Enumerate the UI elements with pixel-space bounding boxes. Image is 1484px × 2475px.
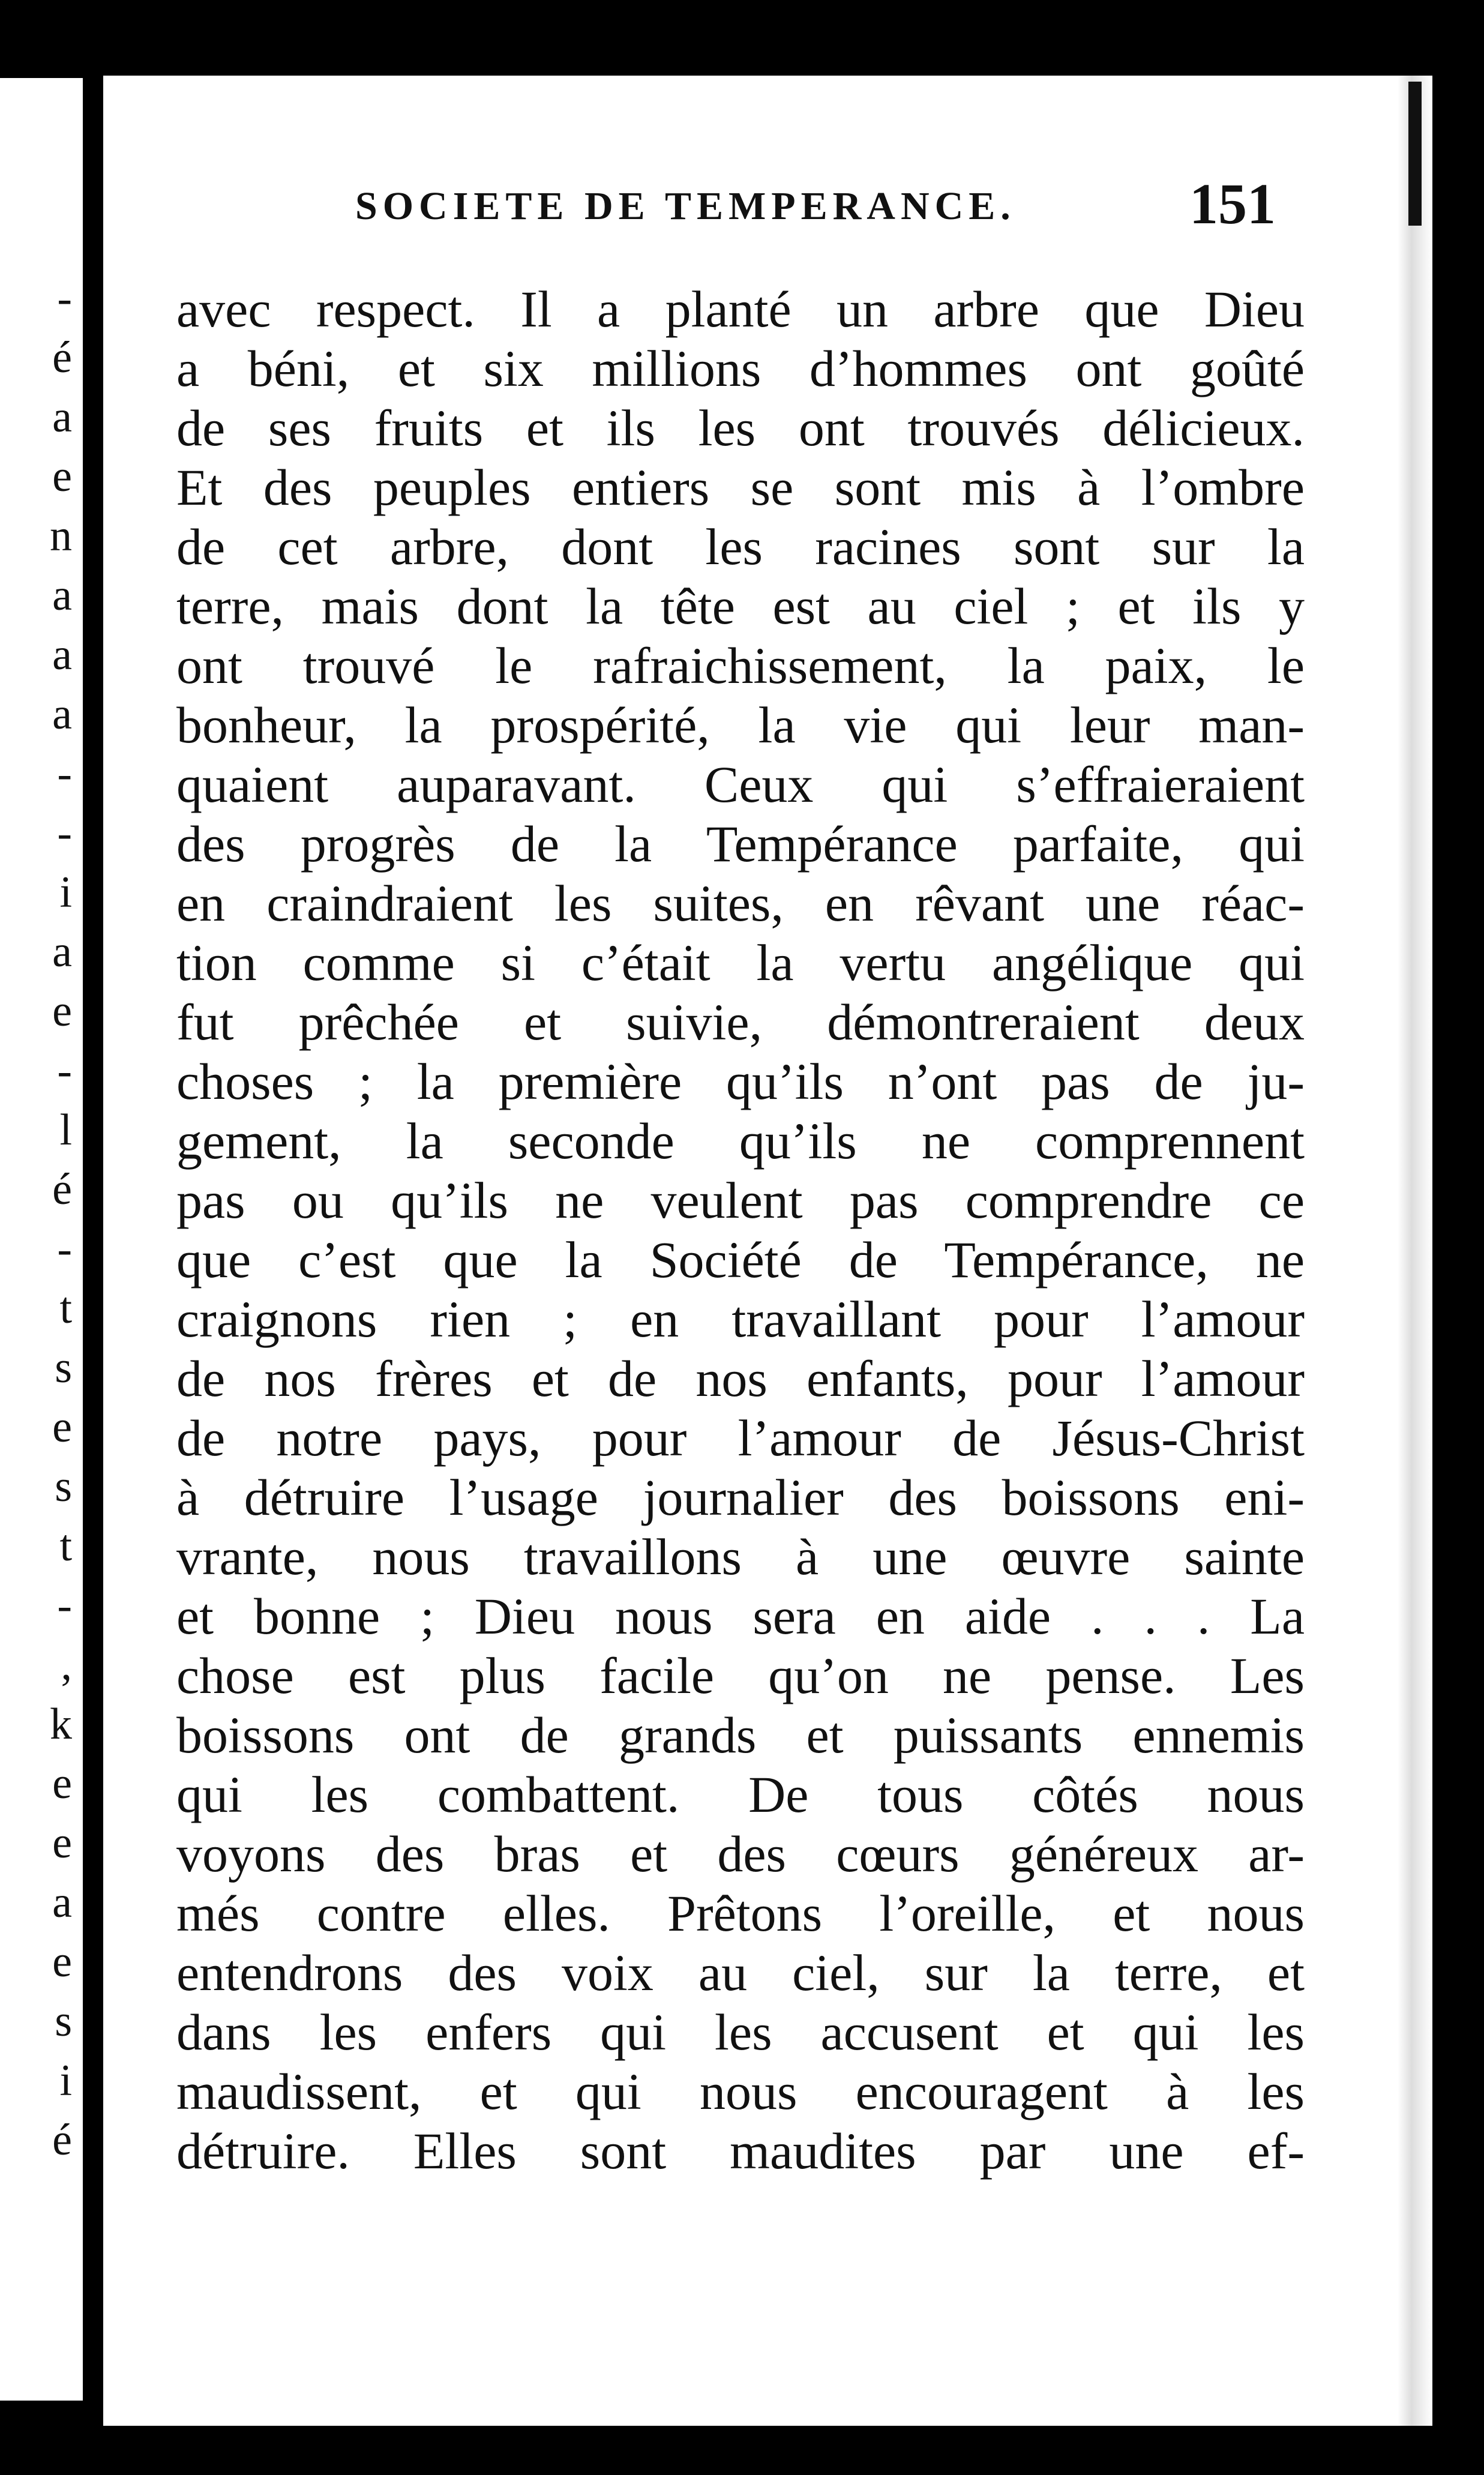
- previous-page-edge: [0, 78, 83, 2401]
- previous-page-fragment: é: [52, 1165, 72, 1214]
- page-header: [103, 166, 1432, 238]
- text-line: fut prêchée et suivie, démontreraient deux: [176, 993, 1305, 1051]
- text-line: de ses fruits et ils les ont trouvés délicieux.: [176, 399, 1305, 457]
- text-line: maudissent, et qui nous encouragent à les: [176, 2063, 1305, 2120]
- previous-page-fragment: a: [52, 392, 72, 442]
- previous-page-fragment: t: [59, 1284, 72, 1333]
- text-line: choses ; la première qu’ils n’ont pas de ju-: [176, 1053, 1305, 1110]
- previous-page-fragment: a: [52, 630, 72, 679]
- previous-page-fragment: ,: [61, 1640, 72, 1689]
- previous-page-fragment: -: [57, 274, 72, 323]
- text-line: de cet arbre, dont les racines sont sur la: [176, 518, 1305, 576]
- previous-page-fragment: s: [55, 1997, 72, 2046]
- text-line: Et des peuples entiers se sont mis à l’ombre: [176, 459, 1305, 516]
- text-line: més contre elles. Prêtons l’oreille, et nous: [176, 1884, 1305, 1942]
- previous-page-fragment: e: [52, 987, 72, 1036]
- previous-page-fragment: -: [57, 1046, 72, 1095]
- text-line: avec respect. Il a planté un arbre que Dieu: [176, 280, 1305, 338]
- previous-page-fragment: é: [52, 333, 72, 382]
- previous-page-fragment: t: [59, 1521, 72, 1571]
- previous-page-fragment: e: [52, 1403, 72, 1452]
- text-line: dans les enfers qui les accusent et qui les: [176, 2003, 1305, 2061]
- previous-page-fragment: e: [52, 1818, 72, 1868]
- text-line: bonheur, la prospérité, la vie qui leur man-: [176, 696, 1305, 754]
- text-line: de notre pays, pour l’amour de Jésus-Christ: [176, 1409, 1305, 1467]
- text-line: boissons ont de grands et puissants ennemis: [176, 1706, 1305, 1764]
- text-line: voyons des bras et des cœurs généreux ar-: [176, 1825, 1305, 1883]
- text-line: terre, mais dont la tête est au ciel ; et ils y: [176, 577, 1305, 635]
- previous-page-fragment: a: [52, 1878, 72, 1927]
- previous-page-fragment: a: [52, 690, 72, 739]
- previous-page-fragment: i: [59, 868, 72, 917]
- previous-page-fragment: -: [57, 749, 72, 798]
- page-number: 151: [1189, 172, 1276, 236]
- body-text: [176, 280, 1305, 2181]
- text-line: pas ou qu’ils ne veulent pas comprendre ce: [176, 1171, 1305, 1229]
- previous-page-fragment: -: [57, 1224, 72, 1274]
- previous-page-fragment: k: [50, 1700, 72, 1749]
- text-line: des progrès de la Tempérance parfaite, qui: [176, 815, 1305, 873]
- text-line: à détruire l’usage journalier des boissons eni-: [176, 1469, 1305, 1526]
- previous-page-fragment: e: [52, 452, 72, 501]
- previous-page-fragment: e: [52, 1759, 72, 1808]
- text-line: craignons rien ; en travaillant pour l’amour: [176, 1290, 1305, 1348]
- text-line: et bonne ; Dieu nous sera en aide . . . La: [176, 1587, 1305, 1645]
- previous-page-fragment: -: [57, 808, 72, 858]
- page-binding-edge: [1398, 76, 1432, 2426]
- text-line: détruire. Elles sont maudites par une ef-: [176, 2122, 1305, 2180]
- text-line: gement, la seconde qu’ils ne comprennent: [176, 1112, 1305, 1170]
- previous-page-fragment: s: [55, 1343, 72, 1392]
- text-line: de nos frères et de nos enfants, pour l’amour: [176, 1350, 1305, 1407]
- running-title: SOCIETE DE TEMPERANCE.: [355, 184, 1016, 228]
- text-line: quaient auparavant. Ceux qui s’effraieraient: [176, 756, 1305, 813]
- text-line: entendrons des voix au ciel, sur la terre, et: [176, 1944, 1305, 2001]
- book-page: [103, 76, 1432, 2426]
- text-line: en craindraient les suites, en rêvant une réac-: [176, 874, 1305, 932]
- previous-page-fragment: a: [52, 927, 72, 976]
- previous-page-fragment: n: [50, 511, 72, 561]
- previous-page-fragment: a: [52, 571, 72, 620]
- text-line: ont trouvé le rafraichissement, la paix, le: [176, 637, 1305, 694]
- previous-page-fragment: s: [55, 1462, 72, 1511]
- text-line: a béni, et six millions d’hommes ont goûté: [176, 340, 1305, 397]
- previous-page-fragment: i: [59, 2056, 72, 2105]
- previous-page-fragment: e: [52, 1937, 72, 1986]
- previous-page-fragment: é: [52, 2116, 72, 2165]
- text-line: tion comme si c’était la vertu angélique qui: [176, 934, 1305, 991]
- binding-mark: [1408, 82, 1422, 226]
- text-line: qui les combattent. De tous côtés nous: [176, 1766, 1305, 1823]
- text-line: chose est plus facile qu’on ne pense. Les: [176, 1647, 1305, 1704]
- previous-page-fragment: -: [57, 1581, 72, 1630]
- previous-page-fragment: l: [59, 1105, 72, 1155]
- text-line: que c’est que la Société de Tempérance, ne: [176, 1231, 1305, 1289]
- text-line: vrante, nous travaillons à une œuvre sainte: [176, 1528, 1305, 1586]
